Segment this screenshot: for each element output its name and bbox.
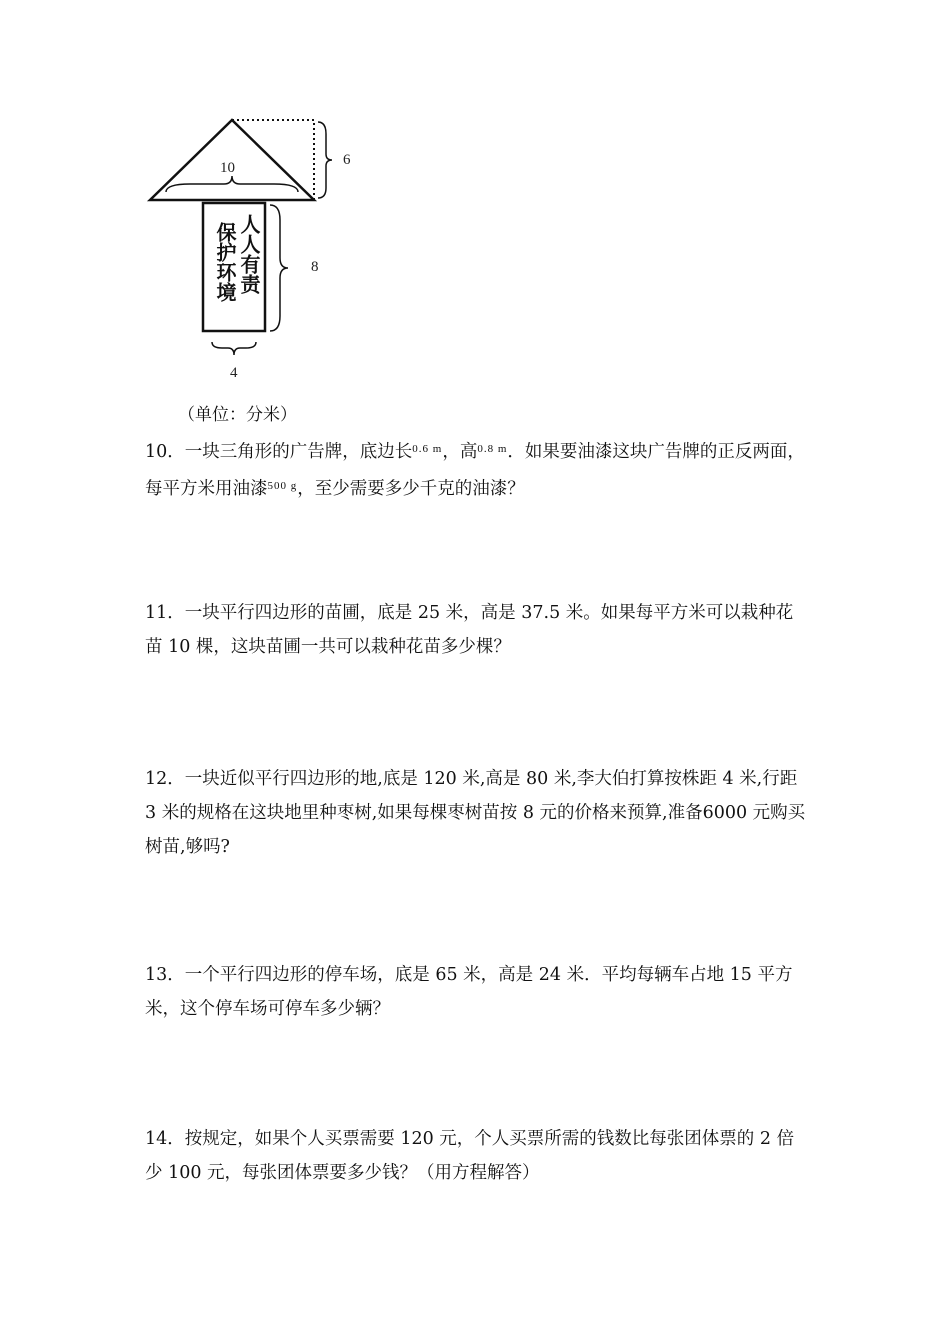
question-number: 10． xyxy=(145,442,185,462)
question-text: 一块平行四边形的苗圃，底是 25 米，高是 37.5 米。如果每平方米可以栽种花苗 10 棵，这块苗圃一共可以栽种花苗多少棵？ xyxy=(145,603,794,657)
question-number: 11． xyxy=(145,603,185,623)
question-text: 一块近似平行四边形的地,底是 120 米,高是 80 米,李大伯打算按株距 4 米,行距 3 米的规格在这块地里种枣树,如果每棵枣树苗按 8 元的价格来预算,准备6000 元购买树苗,够吗? xyxy=(145,769,806,857)
dim-label-8: 8 xyxy=(311,259,319,275)
question-text: ．如果要油漆这块广告牌的正反两面，每平方米用油漆 xyxy=(145,442,805,499)
sign-text-left: 保护环境 xyxy=(213,222,237,302)
question-number: 12． xyxy=(145,769,185,789)
question-number: 14． xyxy=(145,1129,185,1149)
question-text: ，高 xyxy=(442,442,478,462)
value-base: 0.6 m xyxy=(412,443,443,455)
question-12 xyxy=(145,762,810,864)
width-brace xyxy=(166,176,298,192)
rect-width-brace xyxy=(212,342,256,355)
question-text: 一个平行四边形的停车场，底是 65 米，高是 24 米．平均每辆车占地 15 平方米，这个停车场可停车多少辆？ xyxy=(145,965,793,1019)
rect-height-brace xyxy=(270,205,288,331)
question-text: 一块三角形的广告牌，底边长 xyxy=(184,442,413,462)
value-height: 0.8 m xyxy=(477,443,508,455)
question-11 xyxy=(145,596,810,664)
dim-label-10: 10 xyxy=(220,160,235,176)
question-text: 按规定，如果个人买票需要 120 元，个人买票所需的钱数比每张团体票的 2 倍少 100 元，每张团体票要多少钱？（用方程解答） xyxy=(145,1129,795,1183)
signboard-figure xyxy=(140,110,400,430)
question-text: ，至少需要多少千克的油漆？ xyxy=(297,479,525,499)
dim-label-6: 6 xyxy=(343,152,351,168)
question-13 xyxy=(145,958,810,1026)
sign-text-right: 人人有责 xyxy=(237,214,261,294)
value-paint: 500 g xyxy=(267,480,298,492)
triangle-height-brace xyxy=(318,122,332,198)
signboard-drawing xyxy=(140,110,400,410)
question-number: 13． xyxy=(145,965,185,985)
question-10 xyxy=(145,432,810,506)
question-14 xyxy=(145,1122,810,1190)
unit-label: （单位：分米） xyxy=(178,405,297,425)
dim-label-4: 4 xyxy=(230,365,238,381)
